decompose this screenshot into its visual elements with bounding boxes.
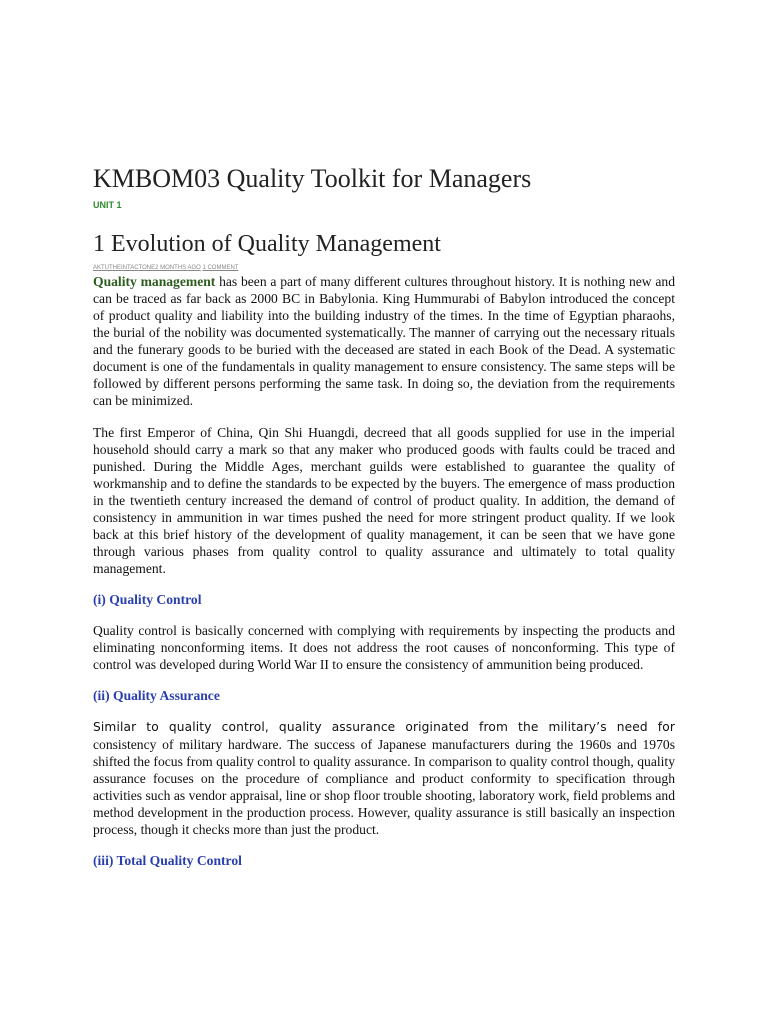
quality-assurance-text: consistency of military hardware. The success of Japanese manufacturers during the 1960s and 1970s shifted the focus from quality control to quality assurance. In comparison to quality control though, quality assurance focuses on the procedure of compliance and product conformity to specification through activities such as vendor appraisal, line or shop floor trouble shooting, laboratory work, field problems and method development in the production process. However, quality assurance is still basically an inspection process, though it checks more than just the product. [93,737,675,837]
post-meta [93,264,238,272]
quality-control-paragraph: Quality control is basically concerned with complying with requirements by inspecting the products and eliminating nonconforming items. It does not address the root causes of nonconforming. This type of control was developed during World War II to ensure the consistency of ammunition being produced. [93,623,675,672]
total-quality-control-heading: (iii) Total Quality Control [93,853,242,868]
document-title: KMBOM03 Quality Toolkit for Managers [93,164,532,193]
comments-link[interactable]: 1 COMMENT [202,265,239,271]
author-date-link[interactable]: AKTUTHEINTACTONE2 MONTHS AGO [93,265,201,271]
history-paragraph: The first Emperor of China, Qin Shi Huangdi, decreed that all goods supplied for use in the imperial household should carry a mark so that any maker who produced goods with faults could be traced and punished. During the Middle Ages, merchant guilds were established to guarantee the quality of workmanship and to define the standards to be expected by the buyers. The emergence of mass production in the twentieth century increased the demand of control of product quality. In addition, the demand of consistency in ammunition in war times pushed the need for more stringent product quality. If we look back at this brief history of the development of quality management, it can be seen that we have gone through various phases from quality control to quality assurance and ultimately to total quality management. [93,425,675,576]
quality-assurance-paragraph [93,718,675,838]
intro-text: has been a part of many different cultures throughout history. It is nothing new and can be traced as far back as 2000 BC in Babylonia. King Hummurabi of Babylon introduced the concept of product quality and liability into the building industry of the times. In the time of Egyptian pharaohs, the burial of the nobility was documented systematically. The manner of carrying out the necessary rituals and the funerary goods to be buried with the deceased are stated in each Book of the Dead. A systematic document is one of the fundamentals in quality management to ensure consistency. The same steps will be followed by different persons performing the same task. In doing so, the deviation from the requirements can be minimized. [93,274,675,408]
quality-control-heading: (i) Quality Control [93,592,202,607]
quality-assurance-heading: (ii) Quality Assurance [93,688,220,703]
article-body [93,273,675,883]
intro-paragraph [93,273,675,409]
section-title: 1 Evolution of Quality Management [93,231,441,257]
quality-assurance-lead-line: Similar to quality control, quality assurance originated from the military’s need for [93,720,675,734]
lead-term: Quality management [93,274,216,289]
unit-label: UNIT 1 [93,200,122,210]
